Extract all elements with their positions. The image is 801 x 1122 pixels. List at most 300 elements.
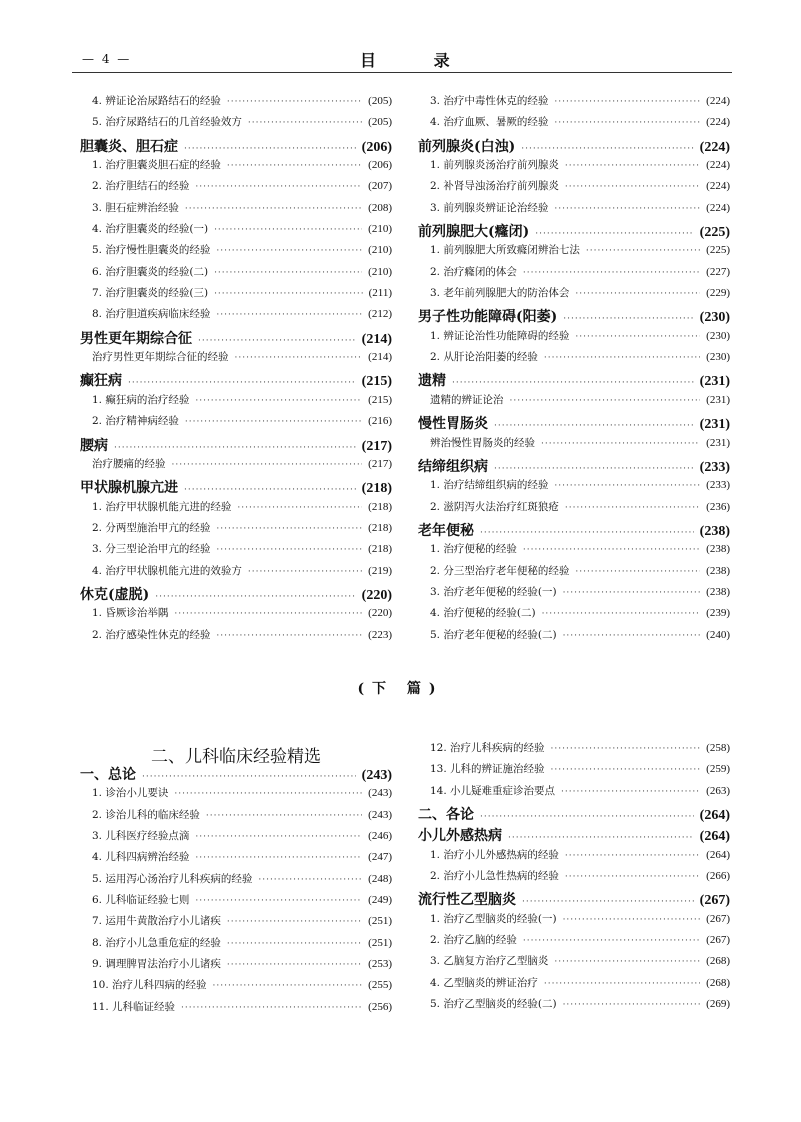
- dot-leader: [575, 332, 700, 342]
- entry-title: 治疗腰痛的经验: [92, 457, 166, 470]
- entry-title: 2. 治疗胆结石的经验: [92, 180, 190, 193]
- dot-leader: [114, 443, 356, 453]
- entry-page-number: (266): [706, 870, 730, 883]
- entry-page-number: (206): [361, 139, 392, 155]
- entry-page-number: (249): [368, 894, 392, 907]
- entry-title: 前列腺炎(白浊): [418, 138, 516, 155]
- toc-entry: [80, 605, 392, 626]
- entry-page-number: (214): [368, 351, 392, 364]
- dot-leader: [227, 97, 362, 107]
- dot-leader: [237, 503, 362, 513]
- entry-page-number: (224): [706, 201, 730, 214]
- entry-page-number: (208): [368, 201, 392, 214]
- dot-leader: [565, 503, 700, 513]
- section-title: 二、儿科临床经验精选: [151, 747, 321, 767]
- dot-leader: [565, 872, 700, 882]
- entry-title: 小儿外感热病: [418, 828, 502, 845]
- dot-leader: [508, 833, 694, 843]
- entry-page-number: (238): [706, 585, 730, 598]
- entry-title: 1. 治疗结缔组织病的经验: [430, 479, 549, 492]
- entry-title: 2. 补肾导浊汤治疗前列腺炎: [430, 180, 559, 193]
- dot-leader: [213, 981, 363, 991]
- dot-leader: [494, 421, 694, 431]
- entry-title: 2. 治疗乙脑的经验: [430, 934, 517, 947]
- entry-page-number: (269): [706, 998, 730, 1011]
- entry-page-number: (264): [699, 829, 730, 845]
- entry-title: 遗精的辨证论治: [430, 393, 504, 406]
- dot-leader: [174, 609, 362, 619]
- entry-page-number: (268): [706, 976, 730, 989]
- entry-page-number: (259): [706, 763, 730, 776]
- dot-leader: [522, 897, 694, 907]
- dot-leader: [155, 592, 355, 602]
- entry-title: 2. 从肝论治阳萎的经验: [430, 351, 538, 364]
- toc-entry: [80, 935, 392, 956]
- toc-entry: [80, 999, 392, 1020]
- toc-entry: [80, 563, 392, 584]
- dot-leader: [216, 631, 362, 641]
- entry-title: 5. 治疗乙型脑炎的经验(二): [430, 998, 557, 1011]
- entry-page-number: (216): [368, 415, 392, 428]
- entry-page-number: (227): [706, 265, 730, 278]
- entry-page-number: (255): [368, 979, 392, 992]
- dot-leader: [185, 417, 362, 427]
- entry-title: 2. 诊治儿科的临床经验: [92, 808, 200, 821]
- dot-leader: [227, 161, 362, 171]
- dot-leader: [452, 378, 694, 388]
- entry-title: 2. 治疗精神病经验: [92, 415, 179, 428]
- entry-title: 甲状腺机腺亢进: [80, 480, 178, 497]
- toc-entry: [418, 477, 730, 498]
- entry-title: 8. 治疗小儿急重危症的经验: [92, 936, 221, 949]
- toc-entry: [418, 93, 730, 114]
- toc-lower-left-column: [80, 764, 392, 1020]
- toc-heading-entry: [80, 328, 392, 349]
- entry-page-number: (243): [368, 808, 392, 821]
- toc-entry: [418, 563, 730, 584]
- entry-page-number: (214): [361, 331, 392, 347]
- entry-title: 3. 胆石症辨治经验: [92, 201, 179, 214]
- entry-page-number: (215): [368, 393, 392, 406]
- entry-title: 1. 治疗小儿外感热病的经验: [430, 848, 559, 861]
- toc-entry: [80, 200, 392, 221]
- toc-entry: [80, 828, 392, 849]
- entry-title: 5. 治疗老年便秘的经验(二): [430, 628, 557, 641]
- toc-entry: [80, 541, 392, 562]
- dot-leader: [551, 744, 701, 754]
- toc-entry: [80, 849, 392, 870]
- header-divider: [72, 72, 732, 73]
- dot-leader: [521, 144, 693, 154]
- entry-page-number: (211): [368, 287, 392, 300]
- toc-entry: [418, 200, 730, 221]
- entry-title: 5. 运用泻心汤治疗儿科疾病的经验: [92, 872, 253, 885]
- dot-leader: [586, 246, 700, 256]
- entry-page-number: (205): [368, 95, 392, 107]
- dot-leader: [195, 896, 362, 906]
- toc-upper-left-column: [80, 93, 392, 648]
- entry-title: 7. 运用牛黄散治疗小儿诸疾: [92, 915, 221, 928]
- toc-heading-entry: [418, 456, 730, 477]
- entry-title: 4. 治疗胆囊炎的经验(一): [92, 223, 209, 236]
- toc-heading-entry: [80, 584, 392, 605]
- entry-title: 男性更年期综合征: [80, 330, 192, 347]
- toc-entry: [80, 871, 392, 892]
- entry-page-number: (231): [699, 417, 730, 433]
- dot-leader: [216, 524, 362, 534]
- toc-entry: [418, 349, 730, 370]
- dot-leader: [535, 229, 693, 239]
- dot-leader: [575, 289, 700, 299]
- dot-leader: [544, 979, 700, 989]
- dot-leader: [565, 182, 700, 192]
- entry-page-number: (231): [706, 393, 730, 406]
- entry-page-number: (210): [368, 244, 392, 257]
- entry-page-number: (243): [361, 768, 392, 783]
- toc-entry: [80, 157, 392, 178]
- dot-leader: [565, 851, 700, 861]
- entry-page-number: (229): [706, 287, 730, 300]
- entry-page-number: (267): [706, 912, 730, 925]
- entry-title: 1. 前列腺肥大所致癃闭辨治七法: [430, 244, 580, 257]
- dot-leader: [563, 1000, 701, 1010]
- entry-page-number: (225): [706, 244, 730, 257]
- toc-heading-entry: [418, 370, 730, 391]
- entry-page-number: (224): [706, 95, 730, 107]
- entry-page-number: (210): [368, 265, 392, 278]
- dot-leader: [554, 204, 700, 214]
- entry-page-number: (220): [368, 607, 392, 620]
- toc-heading-entry: [418, 221, 730, 242]
- dot-leader: [128, 378, 356, 388]
- dot-leader: [563, 588, 701, 598]
- page-number: — 4 —: [82, 52, 132, 66]
- entry-page-number: (267): [699, 893, 730, 909]
- toc-entry: [80, 221, 392, 242]
- dot-leader: [480, 528, 694, 538]
- entry-title: 6. 儿科临证经验七则: [92, 894, 190, 907]
- toc-upper-right-column: [418, 93, 730, 648]
- entry-title: 二、各论: [418, 807, 474, 824]
- entry-title: 4. 辨证论治尿路结石的经验: [92, 95, 221, 107]
- entry-page-number: (258): [706, 742, 730, 754]
- entry-page-number: (230): [706, 351, 730, 364]
- dot-leader: [185, 204, 362, 214]
- toc-entry: [418, 627, 730, 648]
- toc-entry: [80, 785, 392, 806]
- entry-title: 3. 老年前列腺肥大的防治体会: [430, 287, 570, 300]
- entry-page-number: (268): [706, 955, 730, 968]
- entry-title: 2. 滋阴泻火法治疗红斑狼疮: [430, 500, 559, 513]
- entry-page-number: (238): [699, 523, 730, 539]
- entry-page-number: (233): [699, 459, 730, 475]
- dot-leader: [563, 915, 701, 925]
- dot-leader: [561, 787, 700, 797]
- dot-leader: [172, 460, 363, 470]
- entry-page-number: (212): [368, 308, 392, 321]
- dot-leader: [523, 545, 700, 555]
- entry-page-number: (264): [706, 848, 730, 861]
- toc-entry: [418, 264, 730, 285]
- toc-entry: [418, 584, 730, 605]
- entry-page-number: (264): [699, 808, 730, 824]
- dot-leader: [216, 545, 362, 555]
- toc-heading-entry: [80, 435, 392, 456]
- toc-entry: [80, 392, 392, 413]
- toc-entry: [80, 306, 392, 327]
- entry-title: 2. 治疗癃闭的体会: [430, 265, 517, 278]
- entry-page-number: (231): [706, 436, 730, 449]
- entry-page-number: (225): [699, 225, 730, 241]
- toc-entry: [418, 242, 730, 263]
- entry-title: 休克(虚脱): [80, 586, 150, 603]
- dot-leader: [214, 225, 362, 235]
- dot-leader: [206, 811, 362, 821]
- dot-leader: [195, 853, 362, 863]
- entry-title: 2. 分两型施治甲亢的经验: [92, 521, 211, 534]
- entry-title: 14. 小儿疑难重症诊治要点: [430, 784, 556, 797]
- toc-entry: [80, 114, 392, 135]
- dot-leader: [227, 960, 362, 970]
- dot-leader: [184, 485, 356, 495]
- entry-page-number: (224): [706, 116, 730, 129]
- toc-heading-entry: [418, 889, 730, 910]
- dot-leader: [575, 567, 700, 577]
- entry-title: 3. 前列腺炎辨证论治经验: [430, 201, 549, 214]
- toc-entry: [80, 977, 392, 998]
- entry-page-number: (251): [368, 915, 392, 928]
- entry-page-number: (230): [699, 310, 730, 326]
- entry-title: 10. 治疗儿科四病的经验: [92, 979, 207, 992]
- entry-page-number: (205): [368, 116, 392, 129]
- toc-entry: [418, 740, 730, 761]
- entry-title: 5. 治疗慢性胆囊炎的经验: [92, 244, 211, 257]
- dot-leader: [181, 1003, 362, 1013]
- page-title: 目 录: [360, 51, 476, 70]
- dot-leader: [195, 832, 362, 842]
- entry-page-number: (230): [706, 329, 730, 342]
- dot-leader: [544, 353, 700, 363]
- dot-leader: [142, 772, 356, 782]
- entry-title: 1. 前列腺炎汤治疗前列腺炎: [430, 159, 559, 172]
- dot-leader: [216, 246, 362, 256]
- toc-heading-entry: [80, 477, 392, 498]
- dot-leader: [195, 396, 362, 406]
- entry-title: 2. 治疗小儿急性热病的经验: [430, 870, 559, 883]
- part-label: (下 篇): [357, 681, 444, 697]
- dot-leader: [494, 464, 694, 474]
- toc-entry: [80, 913, 392, 934]
- entry-page-number: (251): [368, 936, 392, 949]
- dot-leader: [554, 957, 700, 967]
- entry-title: 5. 治疗尿路结石的几首经验效方: [92, 116, 242, 129]
- entry-title: 3. 乙脑复方治疗乙型脑炎: [430, 955, 549, 968]
- dot-leader: [542, 609, 701, 619]
- dot-leader: [227, 939, 362, 949]
- entry-title: 辨治慢性胃肠炎的经验: [430, 436, 535, 449]
- toc-entry: [418, 783, 730, 804]
- dot-leader: [541, 439, 700, 449]
- toc-entry: [418, 285, 730, 306]
- dot-leader: [198, 336, 356, 346]
- dot-leader: [235, 353, 363, 363]
- dot-leader: [554, 118, 700, 128]
- toc-entry: [418, 435, 730, 456]
- toc-entry: [418, 996, 730, 1017]
- entry-title: 2. 分三型治疗老年便秘的经验: [430, 564, 570, 577]
- entry-title: 1. 治疗胆囊炎胆石症的经验: [92, 159, 221, 172]
- dot-leader: [480, 812, 694, 822]
- toc-entry: [418, 605, 730, 626]
- entry-title: 1. 癫狂病的治疗经验: [92, 393, 190, 406]
- entry-title: 慢性胃肠炎: [418, 416, 488, 433]
- entry-title: 前列腺肥大(癃闭): [418, 224, 530, 241]
- entry-page-number: (243): [368, 787, 392, 800]
- entry-title: 癫狂病: [80, 373, 122, 390]
- entry-page-number: (206): [368, 159, 392, 172]
- toc-heading-entry: [418, 825, 730, 846]
- toc-entry: [80, 456, 392, 477]
- toc-heading-entry: [418, 413, 730, 434]
- entry-page-number: (239): [706, 607, 730, 620]
- entry-page-number: (231): [699, 374, 730, 390]
- dot-leader: [174, 789, 362, 799]
- entry-page-number: (233): [706, 479, 730, 492]
- toc-entry: [80, 499, 392, 520]
- toc-entry: [80, 178, 392, 199]
- entry-title: 4. 乙型脑炎的辨证治疗: [430, 976, 538, 989]
- entry-page-number: (210): [368, 223, 392, 236]
- entry-page-number: (224): [706, 180, 730, 193]
- toc-entry: [418, 932, 730, 953]
- dot-leader: [248, 118, 362, 128]
- toc-entry: [80, 956, 392, 977]
- entry-title: 一、总论: [80, 767, 136, 783]
- toc-entry: [80, 242, 392, 263]
- toc-entry: [418, 761, 730, 782]
- toc-entry: [80, 892, 392, 913]
- entry-page-number: (224): [699, 139, 730, 155]
- dot-leader: [523, 936, 700, 946]
- entry-title: 1. 诊治小儿要诀: [92, 787, 169, 800]
- dot-leader: [195, 182, 362, 192]
- entry-title: 9. 调理脾胃法治疗小儿诸疾: [92, 958, 221, 971]
- entry-title: 3. 治疗老年便秘的经验(一): [430, 585, 557, 598]
- toc-entry: [418, 953, 730, 974]
- entry-title: 流行性乙型脑炎: [418, 892, 516, 909]
- entry-page-number: (218): [368, 500, 392, 513]
- dot-leader: [227, 917, 362, 927]
- toc-entry: [418, 114, 730, 135]
- dot-leader: [214, 289, 363, 299]
- toc-entry: [80, 93, 392, 114]
- entry-page-number: (246): [368, 830, 392, 843]
- toc-lower-right-column: [418, 740, 730, 1017]
- entry-page-number: (263): [706, 784, 730, 797]
- dot-leader: [258, 875, 362, 885]
- entry-page-number: (247): [368, 851, 392, 864]
- entry-title: 4. 治疗便秘的经验(二): [430, 607, 536, 620]
- entry-page-number: (217): [368, 457, 392, 470]
- dot-leader: [248, 567, 362, 577]
- toc-heading-entry: [418, 520, 730, 541]
- entry-title: 1. 治疗便秘的经验: [430, 543, 517, 556]
- entry-title: 男子性功能障碍(阳萎): [418, 309, 558, 326]
- dot-leader: [216, 310, 362, 320]
- entry-title: 7. 治疗胆囊炎的经验(三): [92, 287, 209, 300]
- toc-entry: [80, 413, 392, 434]
- entry-page-number: (238): [706, 543, 730, 556]
- toc-entry: [418, 847, 730, 868]
- entry-page-number: (218): [361, 481, 392, 497]
- entry-page-number: (238): [706, 564, 730, 577]
- toc-heading-entry: [80, 136, 392, 157]
- toc-entry: [418, 328, 730, 349]
- entry-page-number: (217): [361, 438, 392, 454]
- dot-leader: [184, 144, 356, 154]
- entry-title: 8. 治疗胆道疾病临床经验: [92, 308, 211, 321]
- entry-title: 遗精: [418, 373, 446, 390]
- toc-heading-entry: [80, 764, 392, 785]
- toc-heading-entry: [418, 804, 730, 825]
- toc-entry: [80, 285, 392, 306]
- toc-entry: [418, 499, 730, 520]
- toc-entry: [418, 178, 730, 199]
- dot-leader: [214, 268, 362, 278]
- entry-title: 4. 治疗血厥、暑厥的经验: [430, 116, 549, 129]
- entry-title: 治疗男性更年期综合征的经验: [92, 351, 229, 364]
- entry-page-number: (215): [361, 374, 392, 390]
- entry-page-number: (236): [706, 500, 730, 513]
- toc-heading-entry: [418, 306, 730, 327]
- dot-leader: [523, 268, 700, 278]
- entry-page-number: (224): [706, 159, 730, 172]
- toc-entry: [418, 868, 730, 889]
- entry-page-number: (219): [368, 564, 392, 577]
- entry-page-number: (218): [368, 521, 392, 534]
- toc-heading-entry: [80, 370, 392, 391]
- dot-leader: [565, 161, 700, 171]
- toc-entry: [418, 392, 730, 413]
- entry-title: 13. 儿科的辨证施治经验: [430, 763, 545, 776]
- toc-entry: [80, 264, 392, 285]
- dot-leader: [554, 97, 700, 107]
- entry-page-number: (218): [368, 543, 392, 556]
- entry-title: 2. 治疗感染性休克的经验: [92, 628, 211, 641]
- entry-page-number: (253): [368, 958, 392, 971]
- dot-leader: [551, 765, 701, 775]
- entry-page-number: (207): [368, 180, 392, 193]
- toc-entry: [80, 349, 392, 370]
- entry-title: 1. 治疗乙型脑炎的经验(一): [430, 912, 557, 925]
- entry-title: 3. 儿科医疗经验点滴: [92, 830, 190, 843]
- toc-entry: [418, 157, 730, 178]
- entry-title: 1. 昏厥诊治举隅: [92, 607, 169, 620]
- entry-title: 结缔组织病: [418, 458, 488, 475]
- entry-page-number: (256): [368, 1000, 392, 1013]
- entry-page-number: (267): [706, 934, 730, 947]
- entry-page-number: (223): [368, 628, 392, 641]
- dot-leader: [554, 481, 700, 491]
- entry-title: 11. 儿科临证经验: [92, 1000, 176, 1013]
- entry-page-number: (220): [361, 587, 392, 603]
- entry-title: 老年便秘: [418, 522, 474, 539]
- toc-entry: [80, 520, 392, 541]
- toc-entry: [418, 541, 730, 562]
- entry-title: 1. 辨证论治性功能障碍的经验: [430, 329, 570, 342]
- entry-title: 4. 儿科四病辨治经验: [92, 851, 190, 864]
- entry-title: 3. 分三型论治甲亢的经验: [92, 543, 211, 556]
